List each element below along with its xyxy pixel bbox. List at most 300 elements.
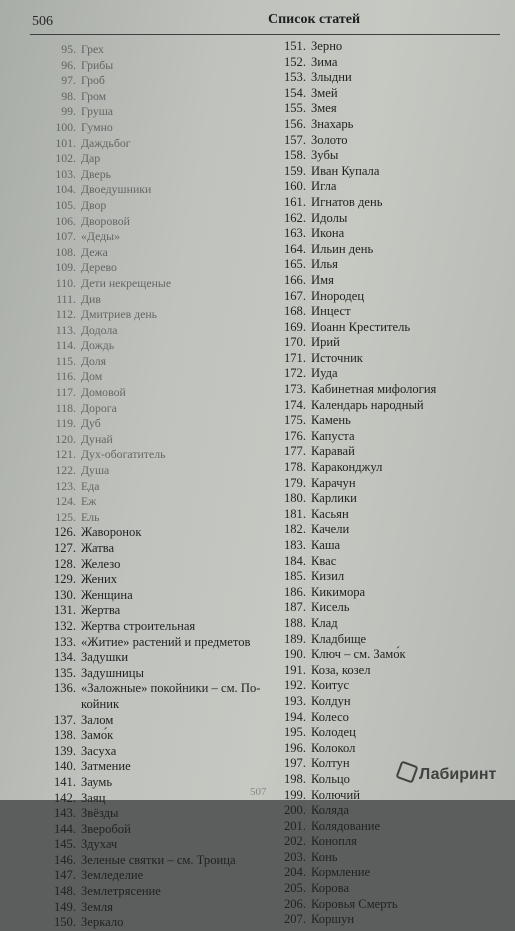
entry-number: 113. <box>55 322 76 337</box>
entry-title: Дорога <box>81 400 117 415</box>
entry-title: Земледелие <box>81 868 144 883</box>
entry-title: Жаворонок <box>81 525 142 540</box>
list-item <box>20 791 282 807</box>
entry-title: Дмитриев день <box>81 307 158 322</box>
entry-number: 95. <box>61 42 76 56</box>
entry-number: 155. <box>283 101 306 116</box>
entry-title: Дух-обогатитель <box>81 447 166 462</box>
entry-title: Задушницы <box>81 665 144 680</box>
entry-title: Кладбище <box>311 631 367 646</box>
entry-title: Замо́к <box>81 728 114 743</box>
entry-title: Женщина <box>81 587 133 602</box>
entry-number: 100. <box>55 119 76 134</box>
list-item <box>20 292 282 308</box>
entry-title: Коитус <box>311 678 350 693</box>
entry-title: Зеркало <box>81 915 124 930</box>
entry-number: 157. <box>283 132 306 147</box>
entry-title: Зима <box>311 54 338 69</box>
list-item <box>278 460 508 476</box>
entry-title: «Заложные» покойники – см. По- <box>81 681 261 696</box>
entry-title: Еж <box>81 494 97 509</box>
entry-number: 99. <box>61 104 76 119</box>
entry-number: 170. <box>283 335 306 350</box>
entry-number: 161. <box>283 194 306 209</box>
list-item <box>278 195 508 211</box>
entry-title: Грибы <box>81 57 114 72</box>
list-item <box>278 39 508 55</box>
entry-number: 195. <box>283 725 306 740</box>
entry-title: Груша <box>81 104 114 119</box>
entry-title: Колокол <box>311 740 356 755</box>
entry-title: Источник <box>311 350 363 365</box>
entry-number: 199. <box>283 787 306 802</box>
entry-title: Кизил <box>311 569 345 584</box>
entry-number: 121. <box>55 447 76 462</box>
list-item <box>20 713 282 729</box>
entry-title: Залом <box>81 712 114 727</box>
labirint-logo-icon <box>395 760 418 783</box>
list-item <box>20 744 282 760</box>
list-item <box>278 257 508 273</box>
list-item <box>278 133 508 149</box>
list-item <box>278 335 508 351</box>
list-item <box>278 554 508 570</box>
entry-number: 96. <box>61 57 76 72</box>
list-item <box>20 198 282 214</box>
entry-title: Дождь <box>81 338 115 353</box>
entry-number: 116. <box>55 369 76 384</box>
entry-number: 136. <box>53 681 76 696</box>
list-item <box>278 538 508 554</box>
entry-title: Колючий <box>311 787 360 802</box>
list-item <box>278 819 508 835</box>
entry-number: 177. <box>283 444 306 459</box>
entry-title: Жатва <box>81 541 115 555</box>
entry-title: Конопля <box>311 834 357 849</box>
entry-number: 106. <box>55 213 76 228</box>
list-item <box>278 694 508 710</box>
entry-title: Коза, козел <box>311 662 371 677</box>
list-item <box>278 289 508 305</box>
entry-number: 146. <box>53 852 76 867</box>
list-item <box>20 650 282 666</box>
entry-number: 163. <box>283 226 306 241</box>
entry-title: Заумь <box>81 774 113 789</box>
list-item <box>278 226 508 242</box>
list-item <box>278 70 508 86</box>
entry-number: 142. <box>53 790 76 805</box>
entry-number: 192. <box>283 678 306 693</box>
list-item <box>20 603 282 619</box>
entry-number: 111. <box>56 291 76 306</box>
entry-title: Засуха <box>81 743 117 758</box>
entry-number: 109. <box>55 260 76 275</box>
list-item <box>20 182 282 198</box>
list-item <box>20 229 282 245</box>
list-item <box>20 214 282 230</box>
entry-number: 128. <box>53 556 76 571</box>
entry-title: Затмение <box>81 759 131 774</box>
entry-number: 175. <box>283 413 306 428</box>
entry-title: Гроб <box>81 73 105 88</box>
entry-number: 188. <box>283 615 306 630</box>
list-item <box>278 834 508 850</box>
entry-number: 139. <box>53 743 76 758</box>
list-item <box>278 148 508 164</box>
list-item <box>20 416 282 432</box>
watermark <box>398 763 496 784</box>
list-item <box>278 398 508 414</box>
entry-title: Инцест <box>311 304 351 319</box>
list-item <box>20 635 282 651</box>
entry-number: 112. <box>55 307 76 322</box>
list-item <box>20 494 282 510</box>
entry-title: Золото <box>311 132 348 147</box>
list-item <box>20 853 282 869</box>
list-item <box>20 401 282 417</box>
entry-title: Жених <box>81 572 118 587</box>
list-item <box>20 619 282 635</box>
entry-number: 173. <box>283 382 306 397</box>
entry-number: 98. <box>61 88 76 103</box>
page-number: 506 <box>32 14 53 29</box>
list-item <box>20 681 282 697</box>
entry-title: Инородец <box>311 288 365 303</box>
list-item <box>278 585 508 601</box>
entry-title: Кормление <box>311 865 371 880</box>
entry-title: Колядование <box>311 818 381 833</box>
entry-number: 118. <box>55 400 76 415</box>
entry-title: Доля <box>81 353 107 368</box>
entry-title: Колтун <box>311 756 350 771</box>
list-item <box>20 385 282 401</box>
entry-number: 119. <box>55 416 76 431</box>
list-item <box>278 600 508 616</box>
list-item <box>278 647 508 663</box>
list-item <box>278 413 508 429</box>
list-item <box>278 351 508 367</box>
entry-title: Дуб <box>81 416 101 431</box>
entry-number: 127. <box>53 541 76 555</box>
entry-title: Капуста <box>311 428 355 443</box>
list-item <box>20 73 282 89</box>
entry-title: Касьян <box>311 506 349 521</box>
page-header <box>30 10 500 35</box>
entry-title: Душа <box>81 463 110 478</box>
entry-number: 150. <box>53 915 76 930</box>
list-item <box>20 245 282 261</box>
entry-number: 159. <box>283 163 306 178</box>
entry-title: Дворовой <box>81 213 130 228</box>
entry-title: Здухач <box>81 837 118 852</box>
entry-number: 115. <box>55 353 76 368</box>
list-item <box>278 788 508 804</box>
entry-number: 186. <box>283 584 306 599</box>
list-item <box>20 541 282 557</box>
entry-title: Ирий <box>311 335 340 350</box>
article-list-right-column <box>278 39 508 928</box>
entry-number: 156. <box>283 116 306 131</box>
entry-number: 164. <box>283 241 306 256</box>
entry-title: Заяц <box>81 790 106 805</box>
entry-number: 153. <box>283 70 306 85</box>
list-item <box>278 850 508 866</box>
list-item <box>278 382 508 398</box>
list-item <box>278 881 508 897</box>
list-item <box>20 463 282 479</box>
entry-number: 169. <box>283 319 306 334</box>
entry-number: 194. <box>283 709 306 724</box>
entry-title: Звёзды <box>81 806 119 821</box>
entry-number: 182. <box>283 522 306 537</box>
list-item <box>278 897 508 913</box>
list-item <box>20 447 282 463</box>
entry-number: 117. <box>55 385 76 400</box>
entry-number: 184. <box>283 553 306 568</box>
entry-number: 180. <box>283 491 306 506</box>
entry-number: 107. <box>55 229 76 244</box>
entry-number: 132. <box>53 618 76 633</box>
entry-title: Гром <box>81 88 107 103</box>
entry-number: 120. <box>55 431 76 446</box>
entry-number: 181. <box>283 506 306 521</box>
list-item <box>20 42 282 58</box>
list-item <box>20 354 282 370</box>
entry-number: 165. <box>283 257 306 272</box>
entry-title: Календарь народный <box>311 397 424 412</box>
list-item <box>278 55 508 71</box>
entry-title: Идолы <box>311 210 348 225</box>
entry-number: 176. <box>283 428 306 443</box>
list-item <box>278 101 508 117</box>
list-item <box>20 260 282 276</box>
list-item <box>20 323 282 339</box>
entry-title: Каша <box>311 538 341 552</box>
entry-title: Дар <box>81 151 101 166</box>
entry-number: 197. <box>283 756 306 771</box>
entry-number: 149. <box>53 899 76 914</box>
list-item <box>20 151 282 167</box>
entry-number: 172. <box>283 366 306 381</box>
entry-title-continuation: койник <box>81 696 120 711</box>
entry-number: 178. <box>283 460 306 475</box>
list-item <box>278 164 508 180</box>
entry-number: 105. <box>55 197 76 212</box>
entry-number: 131. <box>53 603 76 618</box>
list-item <box>20 89 282 105</box>
entry-title: Колдун <box>311 693 351 708</box>
footer-page-number: 507 <box>250 786 267 798</box>
entry-number: 204. <box>283 865 306 880</box>
list-item <box>20 432 282 448</box>
entry-number: 160. <box>283 179 306 194</box>
entry-title: Имя <box>311 272 334 287</box>
entry-title: Иоанн Креститель <box>311 319 411 334</box>
list-item <box>20 572 282 588</box>
list-item <box>20 58 282 74</box>
entry-title: Землетрясение <box>81 884 161 899</box>
entry-title: Жертва строительная <box>81 618 196 633</box>
entry-title: Дети некрещеные <box>81 275 172 290</box>
entry-title: Жертва <box>81 603 121 618</box>
entry-title: Игла <box>311 179 337 194</box>
entry-number: 154. <box>283 85 306 100</box>
entry-title: Клад <box>311 615 338 630</box>
list-item <box>278 616 508 632</box>
entry-number: 145. <box>53 837 76 852</box>
entry-number: 133. <box>53 634 76 649</box>
entry-number: 124. <box>55 494 76 509</box>
list-item <box>20 136 282 152</box>
running-title: Список статей <box>268 12 361 27</box>
list-item <box>278 117 508 133</box>
entry-number: 138. <box>53 728 76 743</box>
entry-number: 134. <box>53 650 76 665</box>
entry-number: 101. <box>55 135 76 150</box>
entry-title: Квас <box>311 553 337 568</box>
list-item <box>278 211 508 227</box>
entry-number: 168. <box>283 304 306 319</box>
entry-title: Кольцо <box>311 771 350 786</box>
list-item <box>278 522 508 538</box>
entry-title: Земля <box>81 899 113 914</box>
list-item <box>20 510 282 526</box>
entry-number: 137. <box>53 712 76 727</box>
entry-number: 143. <box>53 806 76 821</box>
entry-number: 171. <box>283 350 306 365</box>
entry-title: Знахарь <box>311 116 354 131</box>
entry-title: Качели <box>311 522 350 537</box>
entry-title: Домовой <box>81 385 126 400</box>
list-item <box>20 338 282 354</box>
entry-number: 123. <box>55 478 76 493</box>
entry-number: 201. <box>283 818 306 833</box>
entry-title: Коляда <box>311 803 349 818</box>
list-item <box>278 366 508 382</box>
entry-number: 196. <box>283 740 306 755</box>
entry-title: Илья <box>311 257 338 272</box>
list-item <box>20 868 282 884</box>
list-item <box>278 242 508 258</box>
entry-title: Ильин день <box>311 241 374 256</box>
entry-number: 130. <box>53 587 76 602</box>
entry-title: Зеленые святки – см. Троица <box>81 852 236 867</box>
entry-title: Еда <box>81 478 100 493</box>
entry-title: Гумно <box>81 119 113 134</box>
entry-number: 205. <box>283 881 306 896</box>
list-item <box>20 120 282 136</box>
entry-number: 185. <box>283 569 306 584</box>
entry-title: Карачун <box>311 475 356 490</box>
entry-number: 174. <box>283 397 306 412</box>
entry-title: Ключ – см. Замо́к <box>311 647 406 662</box>
entry-title: Задушки <box>81 650 129 665</box>
list-item <box>20 104 282 120</box>
entry-title: Дом <box>81 369 103 384</box>
list-item <box>20 167 282 183</box>
entry-number: 97. <box>61 73 76 88</box>
list-item <box>278 320 508 336</box>
entry-title: Икона <box>311 226 345 241</box>
entry-number: 207. <box>283 912 306 927</box>
entry-number: 193. <box>283 693 306 708</box>
entry-title: Кабинетная мифология <box>311 382 437 397</box>
entry-number: 104. <box>55 182 76 197</box>
entry-title: Двор <box>81 197 107 212</box>
entry-number: 191. <box>283 662 306 677</box>
list-item <box>278 865 508 881</box>
entry-title: Игнатов день <box>311 194 383 209</box>
list-item <box>278 569 508 585</box>
entry-title: Див <box>81 291 101 306</box>
entry-number: 135. <box>53 665 76 680</box>
list-item <box>278 663 508 679</box>
entry-number: 179. <box>283 475 306 490</box>
entry-title: Коровья Смерть <box>311 896 398 911</box>
list-item <box>278 725 508 741</box>
list-item <box>20 307 282 323</box>
list-item <box>20 525 282 541</box>
entry-number: 141. <box>53 774 76 789</box>
list-item <box>278 741 508 757</box>
entry-number: 202. <box>283 834 306 849</box>
list-item <box>20 884 282 900</box>
list-item <box>20 369 282 385</box>
entry-title: Камень <box>311 413 351 428</box>
entry-title: Зубы <box>311 148 339 163</box>
list-item <box>20 915 282 931</box>
entry-title: Змея <box>311 101 337 116</box>
entry-title: Железо <box>81 556 121 571</box>
entry-number: 122. <box>55 463 76 478</box>
entry-number: 108. <box>55 244 76 259</box>
entry-number: 103. <box>55 166 76 181</box>
entry-number: 151. <box>283 39 306 53</box>
entry-title: Коршун <box>311 912 355 927</box>
entry-number: 162. <box>283 210 306 225</box>
list-item <box>278 803 508 819</box>
entry-title: Злыдни <box>311 70 352 85</box>
entry-number: 110. <box>55 275 76 290</box>
list-item <box>278 491 508 507</box>
list-item <box>20 900 282 916</box>
entry-title: Колодец <box>311 725 356 740</box>
list-item <box>278 476 508 492</box>
entry-number: 147. <box>53 868 76 883</box>
list-item <box>278 632 508 648</box>
entry-title: Конь <box>311 849 338 864</box>
article-list-left-column <box>20 42 282 931</box>
entry-number: 198. <box>283 771 306 786</box>
entry-number: 152. <box>283 54 306 69</box>
entry-title: «Житие» растений и предметов <box>81 634 251 649</box>
list-item <box>278 710 508 726</box>
list-item <box>20 479 282 495</box>
list-item <box>20 666 282 682</box>
list-item <box>278 273 508 289</box>
entry-number: 200. <box>283 803 306 818</box>
entry-number: 166. <box>283 272 306 287</box>
entry-number: 114. <box>55 338 76 353</box>
list-item <box>278 678 508 694</box>
list-item <box>20 759 282 775</box>
entry-number: 144. <box>53 821 76 836</box>
entry-title: Грех <box>81 42 104 56</box>
entry-number: 183. <box>283 538 306 552</box>
entry-number: 129. <box>53 572 76 587</box>
entry-number: 190. <box>283 647 306 662</box>
entry-number: 206. <box>283 896 306 911</box>
